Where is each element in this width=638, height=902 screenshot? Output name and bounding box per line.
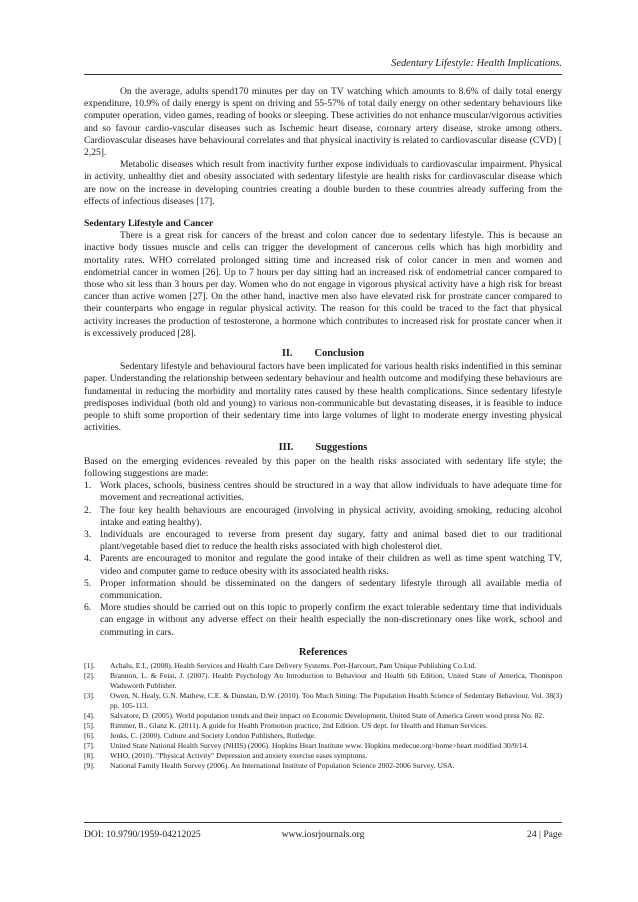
suggestion-item [84,480,562,504]
suggestion-text: More studies should be carried out on this topic to properly confirm the exact tolerable sedentary time that individuals can engage in without any adverse effect on their health especially the non-discretionary ones like work, school and commuting in cars. [100,602,562,638]
suggestion-item [84,529,562,553]
references-heading: References [298,646,348,658]
reference-number: [3]. [84,690,95,700]
intro-paragraph-2: Metabolic diseases which result from inactivity further expose individuals to cardiovascular impairment. Physical in activity, unhealthy diet and obesity associated with sedentary lifestyle are health risks for cardiovascular disease which are now on the increase in developing countries creating a double burden to these countries already suffering from the effects of infectious diseases [17]. [84,159,562,207]
reference-item [84,661,562,671]
suggestion-number: 3. [84,528,92,540]
suggestion-text: Proper information should be disseminated on the dangers of sedentary lifestyle through all available media of communication. [100,577,562,601]
reference-text: Rimmer, B., Glanz K. (2011). A guide for Health Promotion practice, 2nd Edition. US dept. for Health and Human Services. [110,720,488,730]
reference-number: [4]. [84,710,95,720]
suggestion-item [84,505,562,529]
reference-item [84,691,562,711]
references-list [84,661,562,771]
suggestion-number: 1. [84,480,92,492]
cancer-paragraph: There is a great risk for cancers of the breast and colon cancer due to sedentary lifestyle. This is because an inactive body tissues muscle and cells can trigger the development of cancerous cells which has high morbidity and mortality rates. WHO correlated prolonged sitting time and increased risk of color cancer in men and women and endometrial cancer in women [26]. Up to 7 hours per day sitting had an increased risk of endometrial cancer compared to those who sit less than 3 hours per day. Women who do not engage in vigorous physical activity have a high risk for breast cancer than active women [27]. On the other hand, inactive men also have elevated risk for prostrate cancer compared to their counterparts who engage in regular physical activity. The reason for this could be traced to the fact that physical activity increases the production of testosterone, a hormone which contributes to increased risk for prostate cancer when it is excessively produced [28]. [84,230,562,339]
suggestion-number: 2. [84,504,92,516]
reference-text: National Family Health Survey (2006). An International Institute of Population Science 2002-2006 Survey. USA. [110,760,455,770]
reference-text: WHO, (2010). "Physical Activity" Depression and anxiety exercise eases symptoms. [110,750,368,760]
reference-item [84,741,562,751]
reference-item [84,711,562,721]
suggestion-item [84,578,562,602]
reference-text: Brannon, L. & Feist, J. (2007). Health Psychology An Introduction to Behaviour and Health 6th Edition, United State of America, Thomspon Wadsworth Publisher. [110,670,562,690]
suggestion-text: Individuals are encouraged to reverse from present day sugary, fatty and animal based diet to our traditional plant/vegetable based diet to reduce the health risks associated with high cholesterol diet. [100,528,562,553]
cancer-heading: Sedentary Lifestyle and Cancer [84,218,214,230]
reference-number: [8]. [84,750,95,760]
conclusion-heading [84,348,562,360]
suggestion-text: Parents are encouraged to monitor and regulate the good intake of their children as well as time spent watching TV, video and computer game to reduce obesity with its associated health risks. [100,553,562,577]
footer-doi: DOI: 10.9790/1959-04212025 [84,829,201,840]
reference-item [84,731,562,741]
suggestion-number: 4. [84,553,92,565]
reference-number: [6]. [84,730,95,740]
reference-text: Achalu, E.I., (2008). Health Services and Health Care Delivery Systems. Port-Harcourt, Pam Unique Publishing Co.Ltd. [110,660,477,670]
reference-number: [5]. [84,720,95,730]
suggestions-list [84,480,562,639]
reference-text: United State National Health Survey (NHIS) (2006). Hopkins Heart Institute www. Hopkins medecue.org>home>heart modified 30/9/14. [110,740,529,750]
suggestion-text: The four key health behaviours are encouraged (involving in physical activity, avoiding smoking, reducing alcohol intake and eating healthy). [100,504,562,528]
conclusion-paragraph: Sedentary lifestyle and behavioural factors have been implicated for various health risks indentified in this seminar paper. Understanding the relationship between sedentary behaviour and health outcome and modifying these behaviours are fundamental in reducing the morbidity and mortality rates caused by these health complications. Since sedentary lifestyle predisposes individual (both old and young) to various non-communicable but devastating diseases, it is feasible to induce people to shift some proportion of their sedentary time into large volumes of light to moderate energy investing physical activities. [84,361,562,434]
footer-website: www.iosrjournals.org [281,829,365,840]
reference-text: Jenks, C. (2000). Culture and Society London Publishers, Rutledge. [110,730,317,740]
conclusion-number: II. [281,348,293,360]
intro-paragraph-1: On the average, adults spend170 minutes per day on TV watching which amounts to 8.6% of daily total energy expenditure, 10.9% of daily energy is spent on driving and 55-57% of total daily energy on other sedentary behaviours like computer operation, video games, reading of books or sleeping. These activities do not enhance muscular/vigorous activities and so favour cardio-vascular diseases such as Ischemic heart disease, coronary artery disease, stroke among others. Cardiovascular diseases have behavioural correlates and that physical inactivity is related to cardiovascular disease (CVD) [ 2,25]. [84,86,562,159]
footer-page-number: 24 | Page [527,829,562,840]
article-body [84,86,562,771]
running-header: Sedentary Lifestyle: Health Implications. [391,58,562,69]
reference-item [84,751,562,761]
suggestions-heading [84,442,562,454]
reference-item [84,761,562,771]
reference-number: [2]. [84,670,95,680]
conclusion-title: Conclusion [314,348,365,360]
suggestion-number: 5. [84,577,92,589]
reference-text: Owen, N. Healy, G.N. Mathew, C.E. & Dunstan, D.W. (2010). Too Much Sitting: The Population Health Science of Sedentary Behaviour. Vol. 38(3) pp. 105-113. [110,690,562,710]
header-rule [84,74,562,75]
suggestion-item [84,602,562,639]
footer-rule [84,822,562,823]
reference-item [84,671,562,691]
suggestion-text: Work places, schools, business centres should be structured in a way that allow individuals to have adequate time for movement and recreational activities. [100,480,562,504]
reference-number: [1]. [84,660,95,670]
suggestions-title: Suggestions [315,442,368,454]
suggestion-item [84,553,562,577]
suggestions-intro: Based on the emerging evidences revealed by this paper on the health risks associated with sedentary life style; the following suggestions are made: [84,455,562,479]
reference-number: [9]. [84,760,95,770]
reference-number: [7]. [84,740,95,750]
suggestion-number: 6. [84,602,92,614]
suggestions-number: III. [278,442,294,454]
reference-text: Salvatore, D. (2005). World population trends and their impact on Economic Development, United State of America Green wood press No. 82. [110,710,545,720]
reference-item [84,721,562,731]
